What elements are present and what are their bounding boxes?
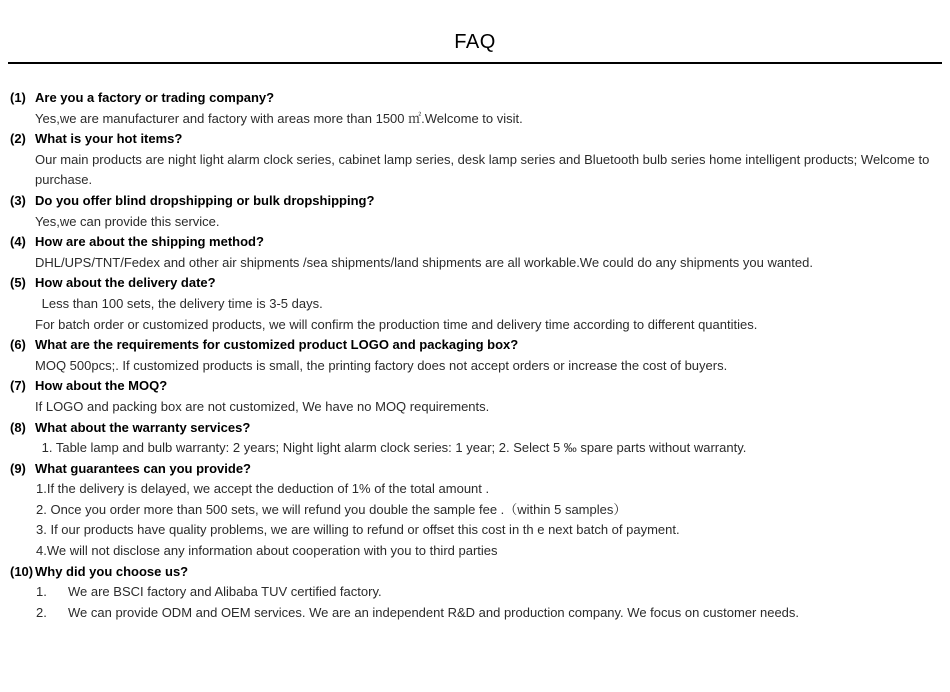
faq-question-row [0, 129, 950, 150]
faq-item [0, 418, 950, 459]
faq-answer-line: Yes,we can provide this service. [35, 213, 220, 229]
faq-question-number: (7) [10, 378, 26, 394]
faq-answer-sub-row [0, 582, 950, 603]
faq-question-number: (10) [10, 563, 34, 579]
faq-question-text: Are you a factory or trading company? [35, 90, 275, 105]
faq-answer-line: Less than 100 sets, the delivery time is 3-5 days. [38, 295, 323, 311]
faq-question-row [0, 273, 950, 294]
faq-question-number: (6) [10, 337, 26, 353]
faq-question-text: How are about the shipping method? [35, 234, 264, 250]
faq-question-row [0, 88, 950, 109]
faq-question-text: Do you offer blind dropshipping or bulk dropshipping? [35, 192, 375, 208]
faq-answer-marker: 1. [36, 584, 47, 600]
faq-answer-text: We can provide ODM and OEM services. We are an independent R&D and production company. We focus on customer needs. [68, 604, 800, 620]
faq-question-text: What is your hot items? [35, 131, 183, 147]
faq-question-text: How about the MOQ? [35, 378, 168, 394]
faq-answer-text: We are BSCI factory and Alibaba TUV certified factory. [68, 584, 382, 600]
faq-answer-line: If LOGO and packing box are not customized, We have no MOQ requirements. [35, 398, 490, 414]
faq-question-number: (1) [10, 90, 26, 105]
faq-item [0, 459, 950, 562]
faq-question-row [0, 418, 950, 439]
faq-question-number: (2) [10, 131, 26, 147]
faq-answer-marker: 2. [36, 604, 47, 620]
faq-item [0, 232, 950, 273]
faq-item [0, 191, 950, 232]
faq-question-number: (9) [10, 460, 26, 476]
faq-item [0, 273, 950, 335]
faq-question-row [0, 191, 950, 212]
faq-question-text: What are the requirements for customized product LOGO and packaging box? [35, 337, 519, 353]
faq-item [0, 335, 950, 376]
faq-answer-line: 4.We will not disclose any information about cooperation with you to third parties [36, 543, 498, 559]
faq-question-text: How about the delivery date? [35, 275, 216, 291]
faq-question-number: (5) [10, 275, 26, 291]
faq-list [0, 88, 950, 623]
faq-question-row [0, 232, 950, 253]
faq-item [0, 129, 950, 191]
faq-answer-line: 3. If our products have quality problems, we are willing to refund or offset this cost in th e next batch of payment. [36, 522, 680, 538]
faq-answer-line: 1.If the delivery is delayed, we accept the deduction of 1% of the total amount . [36, 481, 490, 497]
faq-question-number: (8) [10, 419, 26, 435]
faq-answer-line: For batch order or customized products, we will confirm the production time and delivery time according to different quantities. [35, 316, 758, 332]
faq-item [0, 376, 950, 417]
faq-question-number: (3) [10, 192, 26, 208]
faq-question-text: Why did you choose us? [35, 563, 189, 579]
faq-answer-line: Our main products are night light alarm clock series, cabinet lamp series, desk lamp series and Bluetooth bulb series home intelligent products; Welcome to purchase. [35, 151, 933, 188]
faq-question-text: What guarantees can you provide? [35, 460, 251, 476]
faq-answer-line: Yes,we are manufacturer and factory with areas more than 1500 ㎡.Welcome to visit. [35, 110, 523, 126]
faq-answer-line: 1. Table lamp and bulb warranty: 2 years; Night light alarm clock series: 1 year; 2. Select 5 ‰ spare parts without warranty. [38, 440, 747, 456]
faq-question-row [0, 335, 950, 356]
title-divider [8, 62, 942, 64]
faq-answer-line: 2. Once you order more than 500 sets, we will refund you double the sample fee .（within 5 samples） [36, 501, 627, 517]
faq-question-text: What about the warranty services? [35, 419, 251, 435]
faq-answer-line: MOQ 500pcs;. If customized products is small, the printing factory does not accept orders or increase the cost of buyers. [35, 357, 728, 373]
page-title: FAQ [454, 31, 496, 53]
faq-question-row [0, 376, 950, 397]
faq-answer-line: DHL/UPS/TNT/Fedex and other air shipments /sea shipments/land shipments are all workable.We could do any shipments you wanted. [35, 254, 813, 270]
faq-question-number: (4) [10, 234, 26, 250]
faq-item [0, 88, 950, 129]
faq-question-row [0, 459, 950, 480]
faq-item [0, 562, 950, 624]
faq-question-row [0, 562, 950, 583]
faq-answer-sub-row [0, 603, 950, 624]
